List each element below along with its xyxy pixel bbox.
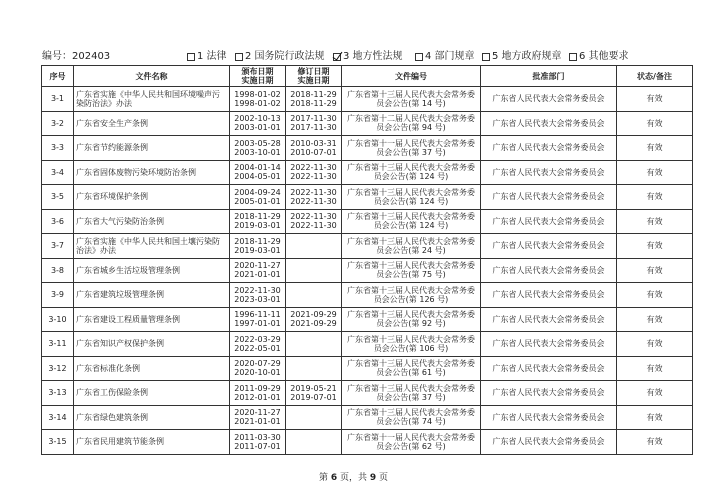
row-issued-dates: 2002-10-13 2003-01-01 <box>230 111 286 136</box>
row-seq: 3-15 <box>42 430 74 455</box>
row-issued-dates: 2011-09-29 2012-01-01 <box>230 381 286 406</box>
row-doc-no: 广东省第十二届人民代表大会常务委员会公告(第 94 号) <box>342 111 481 136</box>
row-doc-no: 广东省第十三届人民代表大会常务委员会公告(第 74 号) <box>342 405 481 430</box>
current-page: 6 <box>330 473 338 483</box>
row-name: 广东省工伤保险条例 <box>74 381 230 406</box>
row-seq: 3-4 <box>42 160 74 185</box>
row-dept: 广东省人民代表大会常务委员会 <box>481 185 617 210</box>
row-revised-dates: 2021-09-29 2021-09-29 <box>286 307 342 332</box>
row-status: 有效 <box>617 307 693 332</box>
row-issued-dates: 2003-05-28 2003-10-01 <box>230 136 286 161</box>
row-name: 广东省节约能源条例 <box>74 136 230 161</box>
row-name: 广东省安全生产条例 <box>74 111 230 136</box>
row-doc-no: 广东省第十三届人民代表大会常务委员会公告(第 124 号) <box>342 209 481 234</box>
row-issued-dates: 2020-11-27 2021-01-01 <box>230 405 286 430</box>
category-checkbox-icon[interactable] <box>415 53 423 61</box>
category-label: 4 部门规章 <box>425 51 475 62</box>
row-status: 有效 <box>617 160 693 185</box>
table-row <box>42 111 693 136</box>
row-issued-dates: 2011-03-30 2011-07-01 <box>230 430 286 455</box>
category-local-government-rules[interactable] <box>482 50 562 64</box>
row-doc-no: 广东省第十一届人民代表大会常务委员会公告(第 62 号) <box>342 430 481 455</box>
row-seq: 3-14 <box>42 405 74 430</box>
row-issued-dates: 2022-11-30 2023-03-01 <box>230 283 286 308</box>
category-local-regulations[interactable] <box>333 50 403 64</box>
row-doc-no: 广东省第十一届人民代表大会常务委员会公告(第 37 号) <box>342 136 481 161</box>
row-name: 广东省固体废物污染环境防治条例 <box>74 160 230 185</box>
row-status: 有效 <box>617 258 693 283</box>
row-dept: 广东省人民代表大会常务委员会 <box>481 332 617 357</box>
row-name: 广东省知识产权保护条例 <box>74 332 230 357</box>
row-seq: 3-5 <box>42 185 74 210</box>
header-seq: 序号 <box>42 66 74 87</box>
header-name: 文件名称 <box>74 66 230 87</box>
header-line <box>42 50 692 64</box>
table-row <box>42 209 693 234</box>
row-dept: 广东省人民代表大会常务委员会 <box>481 430 617 455</box>
row-status: 有效 <box>617 405 693 430</box>
row-dept: 广东省人民代表大会常务委员会 <box>481 209 617 234</box>
row-name: 广东省建筑垃圾管理条例 <box>74 283 230 308</box>
regulations-table <box>41 65 693 455</box>
row-doc-no: 广东省第十三届人民代表大会常务委员会公告(第 106 号) <box>342 332 481 357</box>
table-row <box>42 258 693 283</box>
row-doc-no: 广东省第十三届人民代表大会常务委员会公告(第 14 号) <box>342 87 481 112</box>
header-dept: 批准部门 <box>481 66 617 87</box>
table-row <box>42 332 693 357</box>
row-doc-no: 广东省第十三届人民代表大会常务委员会公告(第 126 号) <box>342 283 481 308</box>
category-label: 2 国务院行政法规 <box>245 51 325 62</box>
table-row <box>42 234 693 259</box>
row-revised-dates <box>286 283 342 308</box>
category-label: 1 法律 <box>197 51 227 62</box>
table-row <box>42 87 693 112</box>
category-checkbox-icon[interactable] <box>187 53 195 61</box>
category-law[interactable] <box>187 50 227 64</box>
header-revised: 修订日期 实施日期 <box>286 66 342 87</box>
category-checkbox-checked-icon[interactable] <box>333 53 341 61</box>
row-name: 广东省绿色建筑条例 <box>74 405 230 430</box>
category-department-rules[interactable] <box>415 50 475 64</box>
row-revised-dates <box>286 356 342 381</box>
table-row <box>42 160 693 185</box>
row-doc-no: 广东省第十三届人民代表大会常务委员会公告(第 124 号) <box>342 160 481 185</box>
row-seq: 3-9 <box>42 283 74 308</box>
header-doc-no: 文件编号 <box>342 66 481 87</box>
row-doc-no: 广东省第十三届人民代表大会常务委员会公告(第 124 号) <box>342 185 481 210</box>
row-issued-dates: 2018-11-29 2019-03-01 <box>230 209 286 234</box>
row-status: 有效 <box>617 209 693 234</box>
row-dept: 广东省人民代表大会常务委员会 <box>481 405 617 430</box>
row-seq: 3-8 <box>42 258 74 283</box>
row-revised-dates: 2010-03-31 2010-07-01 <box>286 136 342 161</box>
row-name: 广东省城乡生活垃圾管理条例 <box>74 258 230 283</box>
table-row <box>42 185 693 210</box>
table-row <box>42 356 693 381</box>
total-pages: 9 <box>369 473 377 483</box>
row-status: 有效 <box>617 332 693 357</box>
row-doc-no: 广东省第十三届人民代表大会常务委员会公告(第 37 号) <box>342 381 481 406</box>
row-name: 广东省民用建筑节能条例 <box>74 430 230 455</box>
row-status: 有效 <box>617 185 693 210</box>
category-checkbox-icon[interactable] <box>235 53 243 61</box>
row-doc-no: 广东省第十三届人民代表大会常务委员会公告(第 75 号) <box>342 258 481 283</box>
row-seq: 3-3 <box>42 136 74 161</box>
page-footer: 第 6 页，共 9 页 <box>318 473 388 483</box>
row-doc-no: 广东省第十三届人民代表大会常务委员会公告(第 24 号) <box>342 234 481 259</box>
row-revised-dates <box>286 234 342 259</box>
row-name: 广东省建设工程质量管理条例 <box>74 307 230 332</box>
row-revised-dates <box>286 430 342 455</box>
category-label: 5 地方政府规章 <box>492 51 562 62</box>
row-seq: 3-2 <box>42 111 74 136</box>
row-name: 广东省环境保护条例 <box>74 185 230 210</box>
row-revised-dates <box>286 258 342 283</box>
row-revised-dates: 2022-11-30 2022-11-30 <box>286 185 342 210</box>
row-issued-dates: 2022-03-29 2022-05-01 <box>230 332 286 357</box>
row-status: 有效 <box>617 111 693 136</box>
row-issued-dates: 1998-01-02 1998-01-02 <box>230 87 286 112</box>
table-header-row <box>42 66 693 87</box>
table-row <box>42 430 693 455</box>
category-other-requirements[interactable] <box>569 50 629 64</box>
row-seq: 3-7 <box>42 234 74 259</box>
category-state-council-regulations[interactable] <box>235 50 325 64</box>
table-row <box>42 136 693 161</box>
row-dept: 广东省人民代表大会常务委员会 <box>481 87 617 112</box>
row-status: 有效 <box>617 356 693 381</box>
row-issued-dates: 2004-01-14 2004-05-01 <box>230 160 286 185</box>
row-doc-no: 广东省第十三届人民代表大会常务委员会公告(第 92 号) <box>342 307 481 332</box>
category-label: 3 地方性法规 <box>343 51 403 62</box>
row-revised-dates: 2022-11-30 2022-11-30 <box>286 160 342 185</box>
category-checkbox-icon[interactable] <box>482 53 490 61</box>
table-row <box>42 405 693 430</box>
row-revised-dates: 2022-11-30 2022-11-30 <box>286 209 342 234</box>
row-name: 广东省实施《中华人民共和国土壤污染防治法》办法 <box>74 234 230 259</box>
row-revised-dates: 2019-05-21 2019-07-01 <box>286 381 342 406</box>
row-doc-no: 广东省第十三届人民代表大会常务委员会公告(第 61 号) <box>342 356 481 381</box>
row-status: 有效 <box>617 87 693 112</box>
row-dept: 广东省人民代表大会常务委员会 <box>481 258 617 283</box>
row-issued-dates: 2020-11-27 2021-01-01 <box>230 258 286 283</box>
table-row <box>42 307 693 332</box>
header-issued: 颁布日期 实施日期 <box>230 66 286 87</box>
row-dept: 广东省人民代表大会常务委员会 <box>481 136 617 161</box>
row-seq: 3-6 <box>42 209 74 234</box>
category-checkbox-icon[interactable] <box>569 53 577 61</box>
row-issued-dates: 1996-11-11 1997-01-01 <box>230 307 286 332</box>
row-seq: 3-10 <box>42 307 74 332</box>
row-dept: 广东省人民代表大会常务委员会 <box>481 160 617 185</box>
category-label: 6 其他要求 <box>579 51 629 62</box>
table-row <box>42 283 693 308</box>
row-seq: 3-12 <box>42 356 74 381</box>
row-revised-dates: 2018-11-29 2018-11-29 <box>286 87 342 112</box>
row-seq: 3-11 <box>42 332 74 357</box>
row-dept: 广东省人民代表大会常务委员会 <box>481 356 617 381</box>
row-status: 有效 <box>617 283 693 308</box>
row-name: 广东省实施《中华人民共和国环境噪声污染防治法》办法 <box>74 87 230 112</box>
row-dept: 广东省人民代表大会常务委员会 <box>481 307 617 332</box>
row-issued-dates: 2018-11-29 2019-03-01 <box>230 234 286 259</box>
row-revised-dates <box>286 405 342 430</box>
row-status: 有效 <box>617 136 693 161</box>
row-dept: 广东省人民代表大会常务委员会 <box>481 234 617 259</box>
table-row <box>42 381 693 406</box>
row-seq: 3-1 <box>42 87 74 112</box>
row-revised-dates: 2017-11-30 2017-11-30 <box>286 111 342 136</box>
row-dept: 广东省人民代表大会常务委员会 <box>481 283 617 308</box>
row-name: 广东省大气污染防治条例 <box>74 209 230 234</box>
row-revised-dates <box>286 332 342 357</box>
row-issued-dates: 2020-07-29 2020-10-01 <box>230 356 286 381</box>
row-issued-dates: 2004-09-24 2005-01-01 <box>230 185 286 210</box>
row-seq: 3-13 <box>42 381 74 406</box>
row-dept: 广东省人民代表大会常务委员会 <box>481 111 617 136</box>
row-status: 有效 <box>617 381 693 406</box>
row-name: 广东省标准化条例 <box>74 356 230 381</box>
row-dept: 广东省人民代表大会常务委员会 <box>481 381 617 406</box>
document-code: 编号：202403 <box>42 51 111 62</box>
row-status: 有效 <box>617 234 693 259</box>
header-status: 状态/备注 <box>617 66 693 87</box>
row-status: 有效 <box>617 430 693 455</box>
